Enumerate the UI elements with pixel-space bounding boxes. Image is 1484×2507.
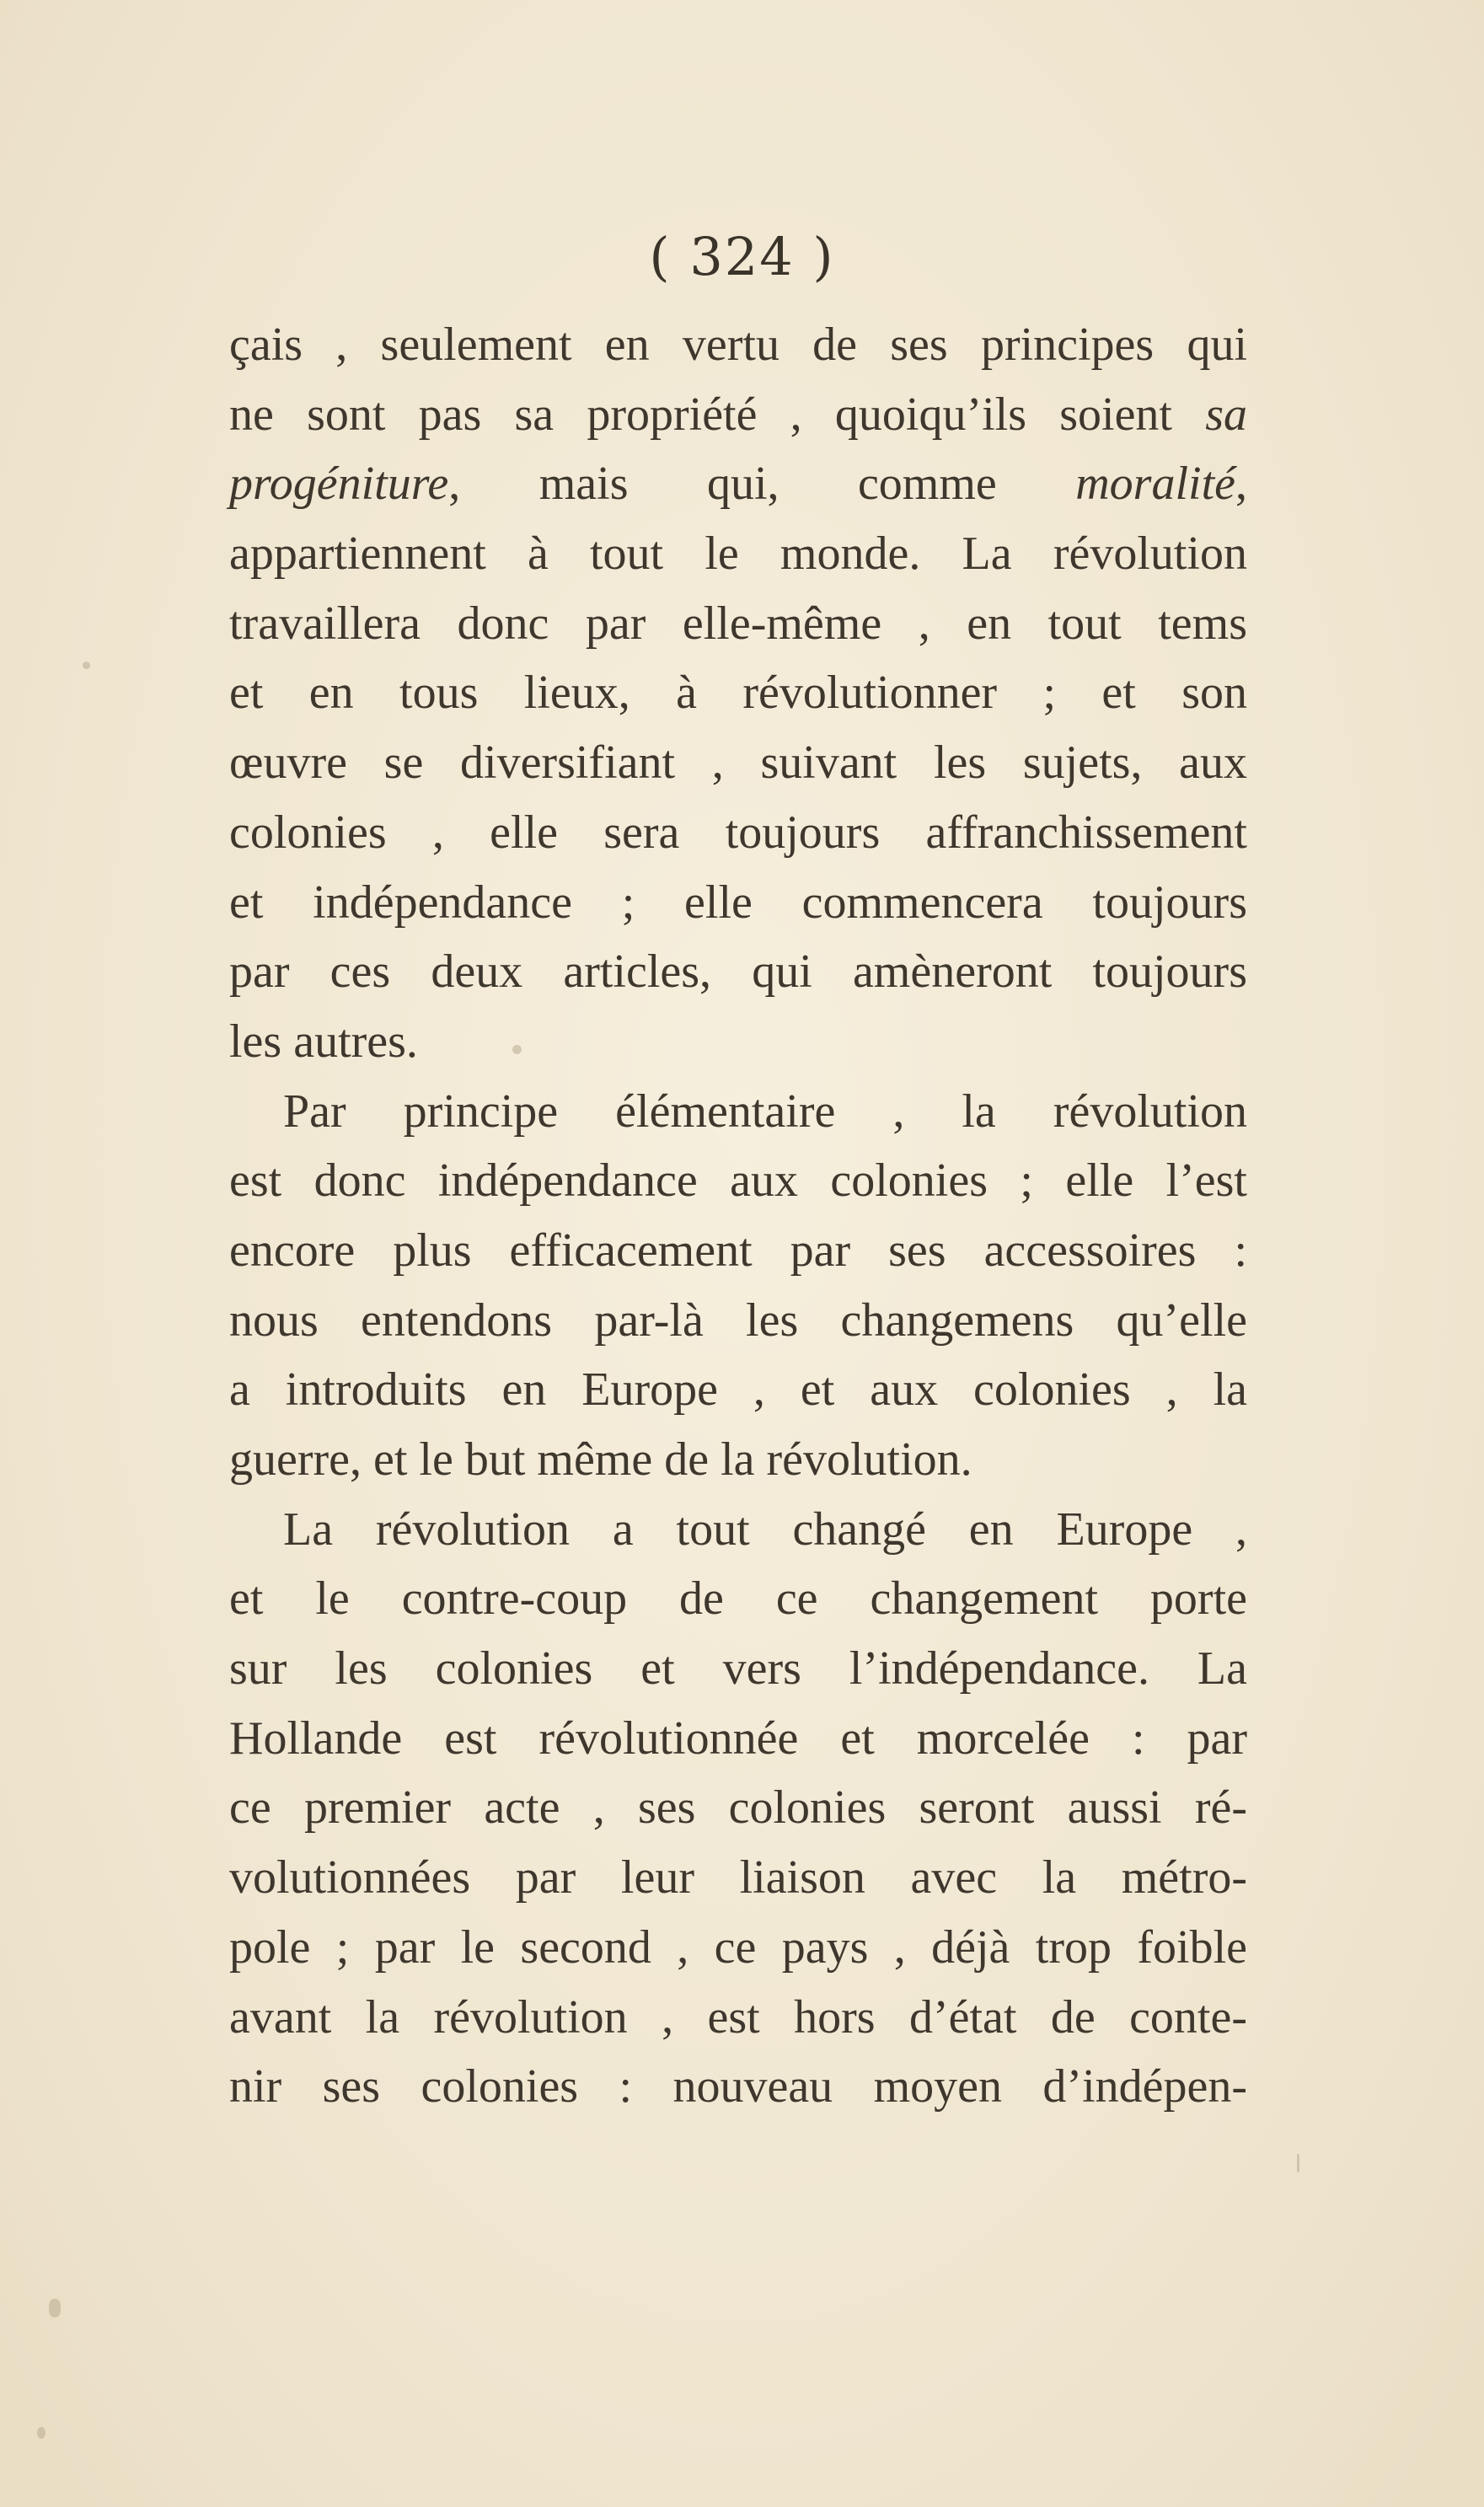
text-line: pole ; par le second , ce pays , déjà trop foible <box>229 1920 1247 1974</box>
text-line: colonies , elle sera toujours affranchissement <box>229 806 1247 859</box>
page-number: ( 324 ) <box>649 226 835 287</box>
text-line: nir ses colonies : nouveau moyen d’indépen- <box>229 2060 1247 2113</box>
text-line: Par principe élémentaire , la révolution <box>283 1085 1247 1138</box>
text-line: œuvre se diversifiant , suivant les sujets, aux <box>229 737 1247 790</box>
body-text <box>229 310 1247 2122</box>
text-line: guerre, et le but même de la révolution. <box>229 1433 972 1486</box>
text-line: çais , seulement en vertu de ses principes qui <box>229 319 1247 371</box>
text-line: ne sont pas sa propriété , quoiqu’ils soient sa <box>229 388 1247 441</box>
text-line: les autres. <box>229 1015 418 1068</box>
text-line: nous entendons par-là les changemens qu’elle <box>229 1294 1247 1347</box>
text-line: ce premier acte , ses colonies seront aussi ré- <box>229 1781 1247 1835</box>
text-line: progéniture, mais qui, comme moralité, <box>229 458 1247 511</box>
paper-speck <box>37 2427 46 2439</box>
text-line: et en tous lieux, à révolutionner ; et son <box>229 667 1247 720</box>
paper-speck <box>49 2299 61 2317</box>
text-line: appartiennent à tout le monde. La révolution <box>229 528 1247 581</box>
text-line: par ces deux articles, qui amèneront toujours <box>229 945 1247 999</box>
text-line: avant la révolution , est hors d’état de conte- <box>229 1990 1247 2044</box>
text-line: La révolution a tout changé en Europe , <box>283 1503 1247 1556</box>
text-line: travaillera donc par elle-même , en tout tems <box>229 597 1247 650</box>
paper-speck <box>1297 2154 1299 2172</box>
text-line: et indépendance ; elle commencera toujours <box>229 876 1247 929</box>
text-line: est donc indépendance aux colonies ; elle l’est <box>229 1154 1247 1208</box>
text-line: sur les colonies et vers l’indépendance. La <box>229 1642 1247 1695</box>
text-line: et le contre-coup de ce changement porte <box>229 1572 1247 1626</box>
paper-speck <box>83 662 90 669</box>
text-line: a introduits en Europe , et aux colonies , la <box>229 1363 1247 1417</box>
text-line: encore plus efficacement par ses accessoires : <box>229 1224 1247 1277</box>
paper-speck <box>512 1045 522 1054</box>
text-line: volutionnées par leur liaison avec la métro- <box>229 1851 1247 1904</box>
text-line: Hollande est révolutionnée et morcelée : par <box>229 1712 1247 1765</box>
